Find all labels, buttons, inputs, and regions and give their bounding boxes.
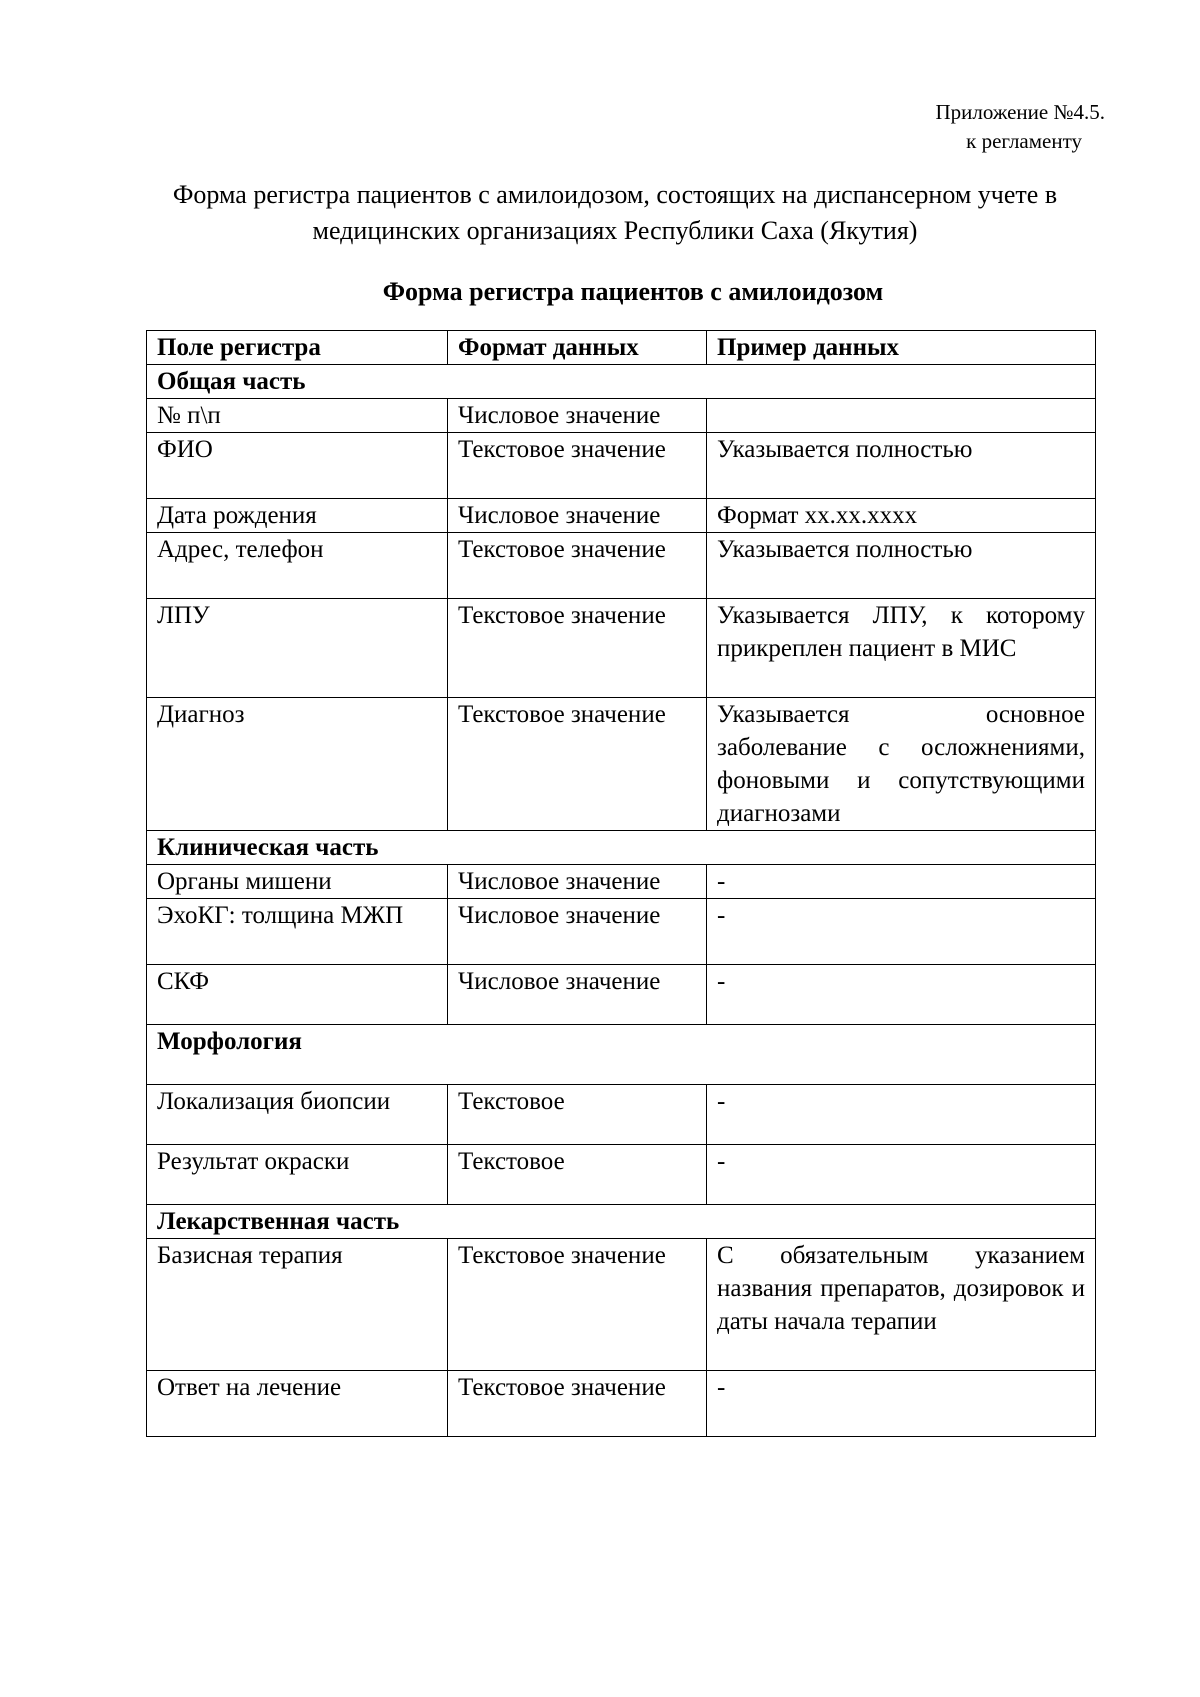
section-row — [147, 365, 1096, 399]
format-cell: Текстовое значение — [448, 533, 707, 599]
field-cell: ФИО — [147, 433, 448, 499]
field-cell: СКФ — [147, 965, 448, 1025]
field-cell: Результат окраски — [147, 1145, 448, 1205]
table-row — [147, 1239, 1096, 1371]
example-cell: Указывается основное заболевание с осложнениями, фоновыми и сопутствующими диагнозами — [707, 698, 1096, 831]
table-row — [147, 965, 1096, 1025]
example-cell: - — [707, 865, 1096, 899]
table-row — [147, 533, 1096, 599]
field-cell: ЭхоКГ: толщина МЖП — [147, 899, 448, 965]
format-cell: Текстовое — [448, 1145, 707, 1205]
example-cell: - — [707, 1145, 1096, 1205]
example-cell: Формат хх.хх.хххх — [707, 499, 1096, 533]
table-header-row — [147, 331, 1096, 365]
section-row — [147, 831, 1096, 865]
header-format: Формат данных — [448, 331, 707, 365]
registry-form-table — [146, 330, 1096, 1437]
header-example: Пример данных — [707, 331, 1096, 365]
section-title-medication: Лекарственная часть — [147, 1205, 1096, 1239]
field-cell: Локализация биопсии — [147, 1085, 448, 1145]
table-row — [147, 1145, 1096, 1205]
document-title: Форма регистра пациентов с амилоидозом, состоящих на диспансерном учете в медицинских организациях Республики Саха (Якутия) — [172, 180, 1058, 245]
appendix-reference: к регламенту — [966, 129, 1082, 153]
field-cell: Ответ на лечение — [147, 1371, 448, 1437]
field-cell: Адрес, телефон — [147, 533, 448, 599]
format-cell: Текстовое значение — [448, 1239, 707, 1371]
section-title-general: Общая часть — [147, 365, 1096, 399]
field-cell: № п\п — [147, 399, 448, 433]
format-cell: Числовое значение — [448, 899, 707, 965]
section-title-morphology: Морфология — [147, 1025, 1096, 1085]
field-cell: Диагноз — [147, 698, 448, 831]
format-cell: Числовое значение — [448, 865, 707, 899]
format-cell: Текстовое значение — [448, 599, 707, 698]
section-title-clinical: Клиническая часть — [147, 831, 1096, 865]
table-row — [147, 433, 1096, 499]
example-cell: - — [707, 965, 1096, 1025]
table-row — [147, 698, 1096, 831]
format-cell: Числовое значение — [448, 399, 707, 433]
example-cell: Указывается полностью — [707, 533, 1096, 599]
example-cell: - — [707, 1371, 1096, 1437]
table-row — [147, 1371, 1096, 1437]
table-row — [147, 865, 1096, 899]
header-field: Поле регистра — [147, 331, 448, 365]
section-row — [147, 1205, 1096, 1239]
format-cell: Текстовое — [448, 1085, 707, 1145]
example-cell: Указывается полностью — [707, 433, 1096, 499]
field-cell: ЛПУ — [147, 599, 448, 698]
example-cell: Указывается ЛПУ, к которому прикреплен пациент в МИС — [707, 599, 1096, 698]
table-row — [147, 599, 1096, 698]
section-row — [147, 1025, 1096, 1085]
table-title: Форма регистра пациентов с амилоидозом — [382, 277, 884, 306]
appendix-number: Приложение №4.5. — [935, 100, 1105, 124]
field-cell: Органы мишени — [147, 865, 448, 899]
format-cell: Текстовое значение — [448, 1371, 707, 1437]
table-row — [147, 499, 1096, 533]
table-row — [147, 899, 1096, 965]
example-cell: С обязательным указанием названия препаратов, дозировок и даты начала терапии — [707, 1239, 1096, 1371]
format-cell: Текстовое значение — [448, 698, 707, 831]
format-cell: Текстовое значение — [448, 433, 707, 499]
field-cell: Базисная терапия — [147, 1239, 448, 1371]
example-cell — [707, 399, 1096, 433]
format-cell: Числовое значение — [448, 965, 707, 1025]
field-cell: Дата рождения — [147, 499, 448, 533]
format-cell: Числовое значение — [448, 499, 707, 533]
example-cell: - — [707, 1085, 1096, 1145]
appendix-note — [805, 98, 1105, 156]
example-cell: - — [707, 899, 1096, 965]
table-row — [147, 1085, 1096, 1145]
table-row — [147, 399, 1096, 433]
